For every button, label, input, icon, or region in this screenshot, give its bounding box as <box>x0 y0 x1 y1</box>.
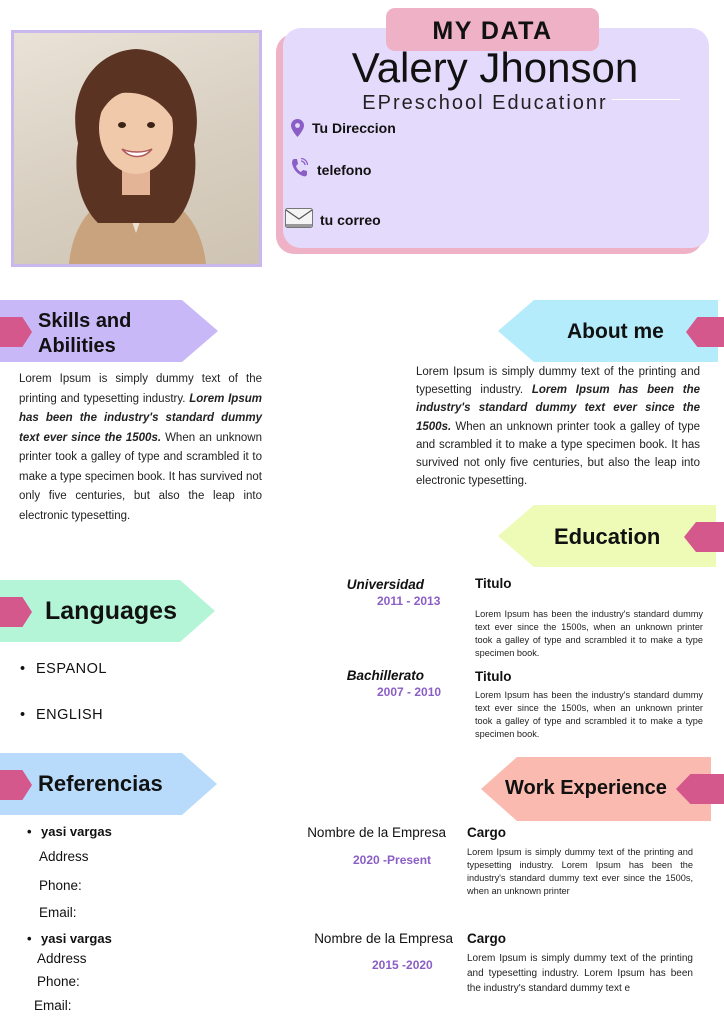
skills-text-emphasis: Lorem Ipsum has been the industry's standard dummy text ever since the 1500s. <box>19 392 262 444</box>
my-data-label: MY DATA <box>386 8 599 51</box>
reference-address-1: Address <box>39 849 89 864</box>
education-text-1: Lorem Ipsum has been the industry's standard dummy text ever since the 1500s, when an unknown printer took a galley of type and scrambled it to make a type specimen book. <box>475 609 703 658</box>
about-text-part2: When an unknown printer took a galley of type and scrambled it to make a type specimen book. It has survived not only five centuries, but also the leap into electronic typesetting. <box>416 420 700 488</box>
portrait-illustration <box>14 33 259 264</box>
work-title-2: Cargo <box>467 931 507 946</box>
skills-title <box>38 309 131 359</box>
address-text: Tu Direccion <box>312 120 396 136</box>
work-title-1: Cargo <box>467 825 507 840</box>
profile-photo <box>14 33 259 264</box>
reference-email-1: Email: <box>39 905 77 920</box>
work-company-2: Nombre de la Empresa <box>314 931 453 946</box>
person-name: Valery Jhonson <box>351 44 639 91</box>
about-title: About me <box>567 320 664 343</box>
work-title: Work Experience <box>505 777 667 799</box>
education-title-2: Titulo <box>475 669 512 684</box>
about-text <box>416 363 700 490</box>
education-title-1: Titulo <box>475 576 512 591</box>
education-dates-2: 2007 - 2010 <box>377 685 442 699</box>
profile-photo-frame <box>11 30 262 267</box>
work-dates-1: 2020 -Present <box>353 853 432 867</box>
language-item-2: • ENGLISH <box>36 707 103 723</box>
education-text-2: Lorem Ipsum has been the industry's standard dummy text ever since the 1500s, when an unknown printer took a galley of type and scrambled it to make a type specimen book. <box>475 690 703 739</box>
about-text-part1: Lorem Ipsum is simply dummy text of the printing and typesetting industry. <box>416 366 700 397</box>
reference-address-2: Address <box>37 951 87 966</box>
work-company-1: Nombre de la Empresa <box>307 825 446 840</box>
skills-text-part1: Lorem Ipsum is simply dummy text of the printing and typesetting industry. <box>19 373 262 405</box>
role-divider <box>612 99 680 100</box>
phone-icon <box>291 158 308 183</box>
work-text-1: Lorem Ipsum is simply dummy text of the printing and typesetting industry. Lorem Ipsum has been the industry's standard dummy text ever since the 1500s, when an unknown printer <box>467 847 693 896</box>
about-text-emphasis: Lorem Ipsum has been the industry's standard dummy text ever since the 1500s. <box>416 384 700 433</box>
reference-phone-1: Phone: <box>39 878 82 893</box>
person-role: EPreschool Educationr <box>362 92 608 114</box>
reference-name-1: • yasi vargas <box>41 824 112 839</box>
skills-text-part2: When an unknown printer took a galley of type and scrambled it to make a type specimen book. It has survived not only five centuries, but also the leap into electronic typesetting. <box>19 431 262 522</box>
education-title: Education <box>554 524 661 549</box>
references-title: Referencias <box>38 771 163 796</box>
phone-text: telefono <box>317 162 372 178</box>
languages-title: Languages <box>45 597 177 625</box>
language-item-1: • ESPANOL <box>36 661 107 677</box>
education-place-2: Bachillerato <box>346 668 424 683</box>
work-text-2: Lorem Ipsum is simply dummy text of the printing and typesetting industry. Lorem Ipsum has been the industry's standard dummy text e <box>467 953 693 994</box>
education-dates-1: 2011 - 2013 <box>377 594 441 608</box>
skills-title-line1: Skills and <box>38 310 132 332</box>
location-pin-icon <box>291 119 304 142</box>
envelope-icon <box>285 208 313 233</box>
email-text: tu correo <box>320 212 381 228</box>
education-place-1: Universidad <box>346 577 424 592</box>
skills-text <box>19 370 262 526</box>
skills-title-line2: Abilities <box>38 335 116 357</box>
reference-phone-2: Phone: <box>37 974 80 989</box>
reference-email-2: Email: <box>34 998 72 1013</box>
reference-name-2: • yasi vargas <box>41 931 112 946</box>
work-dates-2: 2015 -2020 <box>372 958 433 972</box>
